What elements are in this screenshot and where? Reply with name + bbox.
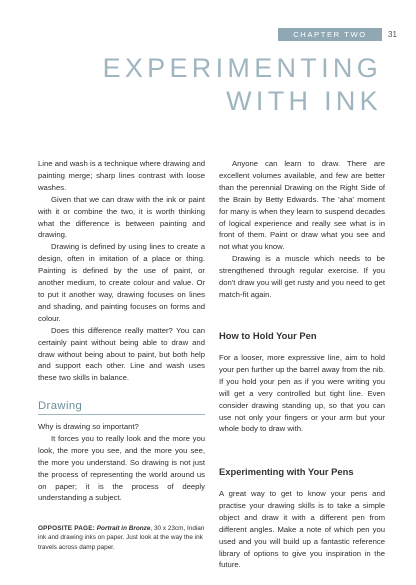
chapter-label: CHAPTER TWO: [278, 28, 382, 41]
section-heading-drawing: Drawing: [38, 400, 205, 415]
page-number: 31: [388, 30, 397, 39]
image-caption: [38, 524, 210, 552]
left-column: [38, 158, 205, 384]
paragraph: Given that we can draw with the ink or paint with it or combine the two, it is worth thinking what the difference is between painting and drawing.: [38, 194, 205, 240]
paragraph: A great way to get to know your pens and practise your drawing skills is to take a simple object and draw it with a different pen from different angles. Make a note of which pen you used and you will build up a fantastic reference library of options to give you inspiration in the future.: [219, 489, 385, 570]
paragraph: Why is drawing so important?: [38, 422, 139, 431]
hold-pen-body: [219, 352, 385, 435]
paragraph: Anyone can learn to draw. There are excellent volumes available, and few are better than the perennial Drawing on the Right Side of the Brain by Betty Edwards. The 'aha' moment for many is when they learn to suspend decades of logical experience and really see what is in front of them. Paint or draw what you see and not what you know.: [219, 159, 385, 252]
paragraph: Does this difference really matter? You can certainly paint without being able to draw and draw without being about to paint, but both help and support each other. Line and wash uses these two skills in balance.: [38, 325, 205, 383]
paragraph: It forces you to really look and the more you look, the more you see, and the more you see, the more you understand. So drawing is not just the process of representing the world around us on paper; it is the process of deeply understanding a subject.: [38, 433, 205, 503]
experimenting-pens-body: [219, 488, 385, 571]
caption-title: Portrait in Bronze: [96, 525, 151, 532]
paragraph: Drawing is defined by using lines to create a design, often in imitation of a place or thing. Painting is defined by the use of paint, or another medium, to create colour and value. Or to put it another way, drawing focuses on lines and shading, and painting focuses on forms and colour.: [38, 242, 205, 323]
section-heading-experimenting-pens: Experimenting with Your Pens: [219, 466, 354, 477]
drawing-section-body: [38, 421, 205, 504]
paragraph: Drawing is a muscle which needs to be strengthened through regular exercise. If you don't draw you will get rusty and you need to get match-fit again.: [219, 254, 385, 299]
paragraph: For a looser, more expressive line, aim to hold your pen further up the barrel away from the nib. If you hold your pen as if you were writing you will get a very controlled but tight line. Even consider drawing standing up, so that you can use not only your fingers or your arm but your whole body to draw with.: [219, 353, 385, 434]
page-title-line-2: WITH INK: [226, 86, 382, 116]
page-title-line-1: EXPERIMENTING: [102, 53, 382, 83]
caption-lead: OPPOSITE PAGE:: [38, 525, 96, 532]
page-title: [42, 52, 382, 118]
caption-text: , 30 x 23cm, Indian ink and drawing inks on paper. Just look at the way the ink travels across damp paper.: [38, 525, 205, 551]
right-column: [219, 158, 385, 301]
section-heading-hold-pen: How to Hold Your Pen: [219, 330, 317, 341]
paragraph: Line and wash is a technique where drawing and painting merge; sharp lines contrast with loose washes.: [38, 159, 205, 192]
